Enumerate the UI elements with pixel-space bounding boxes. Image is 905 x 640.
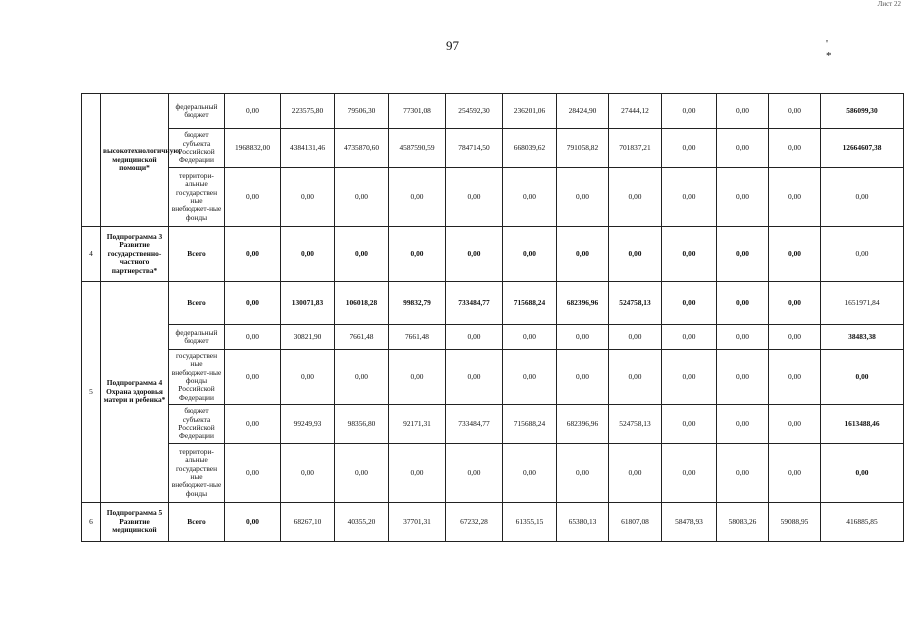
value-cell: 0,00 (335, 168, 389, 227)
value-cell: 106018,28 (335, 282, 389, 325)
value-cell: 0,00 (717, 227, 769, 282)
value-cell: 0,00 (446, 325, 503, 350)
value-cell: 0,00 (446, 350, 503, 405)
value-cell: 92171,31 (389, 405, 446, 444)
value-cell: 40355,20 (335, 503, 389, 542)
value-cell: 68267,10 (281, 503, 335, 542)
value-cell: 0,00 (557, 168, 609, 227)
value-cell: 524758,13 (609, 282, 662, 325)
value-cell: 0,00 (281, 168, 335, 227)
value-cell: 0,00 (609, 350, 662, 405)
value-cell: 0,00 (662, 129, 717, 168)
table-row (82, 282, 904, 325)
value-cell: 733484,77 (446, 282, 503, 325)
funding-source-cell: Всего (169, 503, 225, 542)
program-name-cell: Подпрограмма 5 Развитие медицинской (101, 503, 169, 542)
value-cell: 30821,90 (281, 325, 335, 350)
page-number: 97 (446, 38, 459, 53)
value-cell: 0,00 (662, 444, 717, 503)
funding-source-cell: территори-альные государствен ные внебюджет-ные фонды (169, 168, 225, 227)
table-row (82, 405, 904, 444)
value-cell: 0,00 (662, 325, 717, 350)
value-cell: 4587590,59 (389, 129, 446, 168)
value-cell: 586099,30 (821, 94, 904, 129)
value-cell: 61807,08 (609, 503, 662, 542)
value-cell: 65380,13 (557, 503, 609, 542)
value-cell: 0,00 (389, 227, 446, 282)
value-cell: 715688,24 (503, 405, 557, 444)
value-cell: 0,00 (662, 168, 717, 227)
value-cell: 0,00 (821, 444, 904, 503)
value-cell: 0,00 (769, 129, 821, 168)
funding-source-cell: федеральный бюджет (169, 94, 225, 129)
value-cell: 38483,38 (821, 325, 904, 350)
value-cell: 0,00 (662, 94, 717, 129)
value-cell: 12664607,38 (821, 129, 904, 168)
value-cell: 0,00 (389, 444, 446, 503)
value-cell: 223575,80 (281, 94, 335, 129)
value-cell: 784714,50 (446, 129, 503, 168)
program-name-cell: Подпрограмма 3 Развитие государственно-частного партнерства* (101, 227, 169, 282)
value-cell: 0,00 (225, 168, 281, 227)
value-cell: 0,00 (503, 444, 557, 503)
value-cell: 28424,90 (557, 94, 609, 129)
value-cell: 0,00 (281, 227, 335, 282)
value-cell: 668039,62 (503, 129, 557, 168)
value-cell: 0,00 (225, 325, 281, 350)
value-cell: 0,00 (557, 325, 609, 350)
value-cell: 0,00 (281, 350, 335, 405)
funding-source-cell: федеральный бюджет (169, 325, 225, 350)
value-cell: 0,00 (225, 350, 281, 405)
value-cell: 0,00 (557, 227, 609, 282)
value-cell: 0,00 (821, 168, 904, 227)
value-cell: 99249,93 (281, 405, 335, 444)
table-row (82, 168, 904, 227)
value-cell: 0,00 (225, 227, 281, 282)
value-cell: 0,00 (389, 350, 446, 405)
value-cell: 4384131,46 (281, 129, 335, 168)
value-cell: 0,00 (769, 405, 821, 444)
value-cell: 79506,30 (335, 94, 389, 129)
funding-source-cell: бюджет субъекта Российской Федерации (169, 129, 225, 168)
value-cell: 67232,28 (446, 503, 503, 542)
value-cell: 0,00 (335, 444, 389, 503)
value-cell: 0,00 (821, 350, 904, 405)
value-cell: 0,00 (503, 168, 557, 227)
value-cell: 27444,12 (609, 94, 662, 129)
value-cell: 524758,13 (609, 405, 662, 444)
value-cell: 0,00 (609, 168, 662, 227)
value-cell: 0,00 (717, 282, 769, 325)
value-cell: 1651971,84 (821, 282, 904, 325)
value-cell: 0,00 (225, 444, 281, 503)
value-cell: 0,00 (717, 129, 769, 168)
value-cell: 0,00 (225, 503, 281, 542)
value-cell: 733484,77 (446, 405, 503, 444)
value-cell: 4735870,60 (335, 129, 389, 168)
value-cell: 130071,83 (281, 282, 335, 325)
value-cell: 1968832,00 (225, 129, 281, 168)
value-cell: 0,00 (769, 94, 821, 129)
value-cell: 59088,95 (769, 503, 821, 542)
value-cell: 0,00 (769, 444, 821, 503)
value-cell: 416885,85 (821, 503, 904, 542)
value-cell: 0,00 (769, 227, 821, 282)
value-cell: 715688,24 (503, 282, 557, 325)
table-row (82, 350, 904, 405)
value-cell: 0,00 (662, 350, 717, 405)
value-cell: 0,00 (503, 325, 557, 350)
value-cell: 0,00 (662, 282, 717, 325)
value-cell: 61355,15 (503, 503, 557, 542)
value-cell: 0,00 (335, 350, 389, 405)
funding-source-cell: бюджет субъекта Российской Федерации (169, 405, 225, 444)
corner-text: Лист 22 (877, 0, 901, 8)
row-number-cell: 6 (82, 503, 101, 542)
budget-table (81, 93, 904, 542)
value-cell: 77301,08 (389, 94, 446, 129)
value-cell: 0,00 (717, 405, 769, 444)
value-cell: 0,00 (503, 350, 557, 405)
table-row (82, 503, 904, 542)
value-cell: 254592,30 (446, 94, 503, 129)
value-cell: 0,00 (609, 325, 662, 350)
program-name-cell: высокотехнологичную, медицинской помощи* (101, 94, 169, 227)
funding-source-cell: Всего (169, 282, 225, 325)
page-marks: ' * (826, 38, 870, 62)
value-cell: 0,00 (225, 94, 281, 129)
value-cell: 682396,96 (557, 405, 609, 444)
value-cell: 0,00 (717, 94, 769, 129)
value-cell: 701837,21 (609, 129, 662, 168)
funding-source-cell: государствен ные внебюджет-ные фонды Российской Федерации (169, 350, 225, 405)
value-cell: 98356,80 (335, 405, 389, 444)
table-row (82, 227, 904, 282)
row-number-cell: 5 (82, 282, 101, 503)
value-cell: 0,00 (281, 444, 335, 503)
value-cell: 0,00 (662, 227, 717, 282)
value-cell: 0,00 (662, 405, 717, 444)
value-cell: 0,00 (717, 350, 769, 405)
value-cell: 58478,93 (662, 503, 717, 542)
value-cell: 7661,48 (389, 325, 446, 350)
table-row (82, 325, 904, 350)
value-cell: 0,00 (557, 444, 609, 503)
program-name-cell: Подпрограмма 4 Охрана здоровья матери и ребенка* (101, 282, 169, 503)
value-cell: 0,00 (769, 282, 821, 325)
value-cell: 0,00 (503, 227, 557, 282)
value-cell: 0,00 (225, 405, 281, 444)
value-cell: 0,00 (446, 227, 503, 282)
value-cell: 7661,48 (335, 325, 389, 350)
value-cell: 0,00 (446, 168, 503, 227)
value-cell: 791058,82 (557, 129, 609, 168)
value-cell: 0,00 (769, 350, 821, 405)
value-cell: 0,00 (717, 444, 769, 503)
value-cell: 682396,96 (557, 282, 609, 325)
value-cell: 0,00 (717, 168, 769, 227)
value-cell: 0,00 (446, 444, 503, 503)
value-cell: 236201,06 (503, 94, 557, 129)
table-row (82, 94, 904, 129)
funding-source-cell: Всего (169, 227, 225, 282)
value-cell: 0,00 (769, 325, 821, 350)
row-number-cell: 4 (82, 227, 101, 282)
value-cell: 0,00 (609, 444, 662, 503)
value-cell: 0,00 (609, 227, 662, 282)
value-cell: 58083,26 (717, 503, 769, 542)
value-cell: 0,00 (335, 227, 389, 282)
value-cell: 0,00 (557, 350, 609, 405)
funding-source-cell: территори-альные государствен ные внебюджет-ные фонды (169, 444, 225, 503)
value-cell: 99832,79 (389, 282, 446, 325)
value-cell: 0,00 (717, 325, 769, 350)
value-cell: 0,00 (769, 168, 821, 227)
value-cell: 0,00 (389, 168, 446, 227)
table-body (82, 94, 904, 542)
row-number-cell (82, 94, 101, 227)
value-cell: 37701,31 (389, 503, 446, 542)
value-cell: 0,00 (821, 227, 904, 282)
table-row (82, 444, 904, 503)
value-cell: 1613488,46 (821, 405, 904, 444)
table-row (82, 129, 904, 168)
value-cell: 0,00 (225, 282, 281, 325)
